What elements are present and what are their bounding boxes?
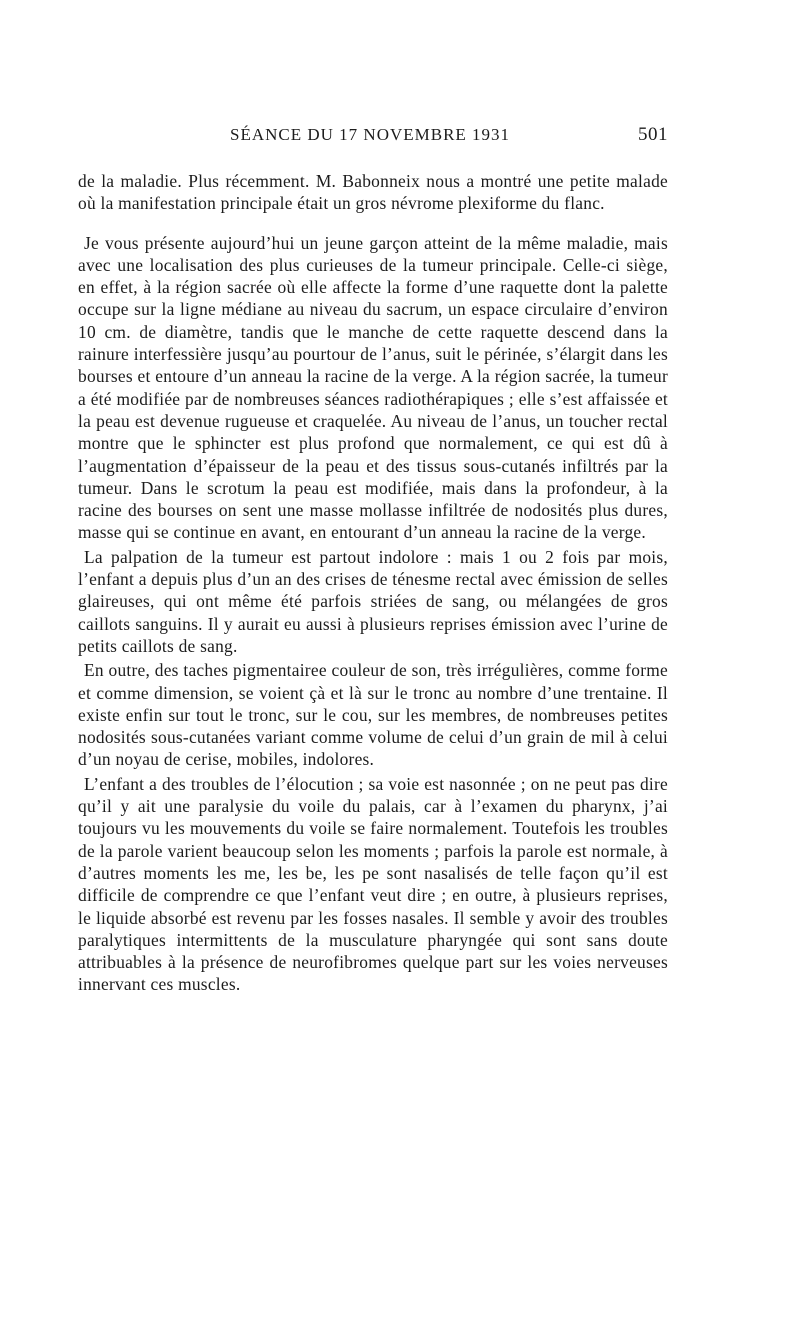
running-title: SÉANCE DU 17 NOVEMBRE 1931 — [230, 125, 511, 144]
book-page — [78, 124, 668, 998]
paragraph-4: En outre, des taches pigmentairee couleur de son, très irrégulières, comme forme et comme dimension, se voient çà et là sur le tronc au nombre d’une trentaine. Il existe enfin sur tout le tronc, sur le cou, sur les membres, de nombreuses petites nodosités sous-cutanées variant comme volume de celui d’un grain de mil à celui d’un noyau de cerise, mobiles, indolores. — [78, 660, 668, 770]
paragraph-5: L’enfant a des troubles de l’élocution ; sa voie est nasonnée ; on ne peut pas dire qu’il y ait une paralysie du voile du palais, car à l’examen du pharynx, j’ai toujours vu les mouvements du voile se faire normalement. Toutefois les troubles de la parole varient beaucoup selon les moments ; parfois la parole est normale, à d’autres moments les me, les be, les pe sont nasalisés de telle façon qu’il est difficile de comprendre ce que l’enfant veut dire ; en outre, à plusieurs reprises, le liquide absorbé est revenu par les fosses nasales. Il semble y avoir des troubles paralytiques intermittents de la musculature pharyngée qui sont sans doute attribuables à la présence de neurofibromes quelque part sur les voies nerveuses innervant ces muscles. — [78, 773, 668, 995]
paragraph-3: La palpation de la tumeur est partout indolore : mais 1 ou 2 fois par mois, l’enfant a depuis plus d’un an des crises de ténesme rectal avec émission de selles glaireuses, qui ont même été parfois striées de sang, ou mélangées de gros caillots sanguins. Il y aurait eu aussi à plusieurs reprises émission avec l’urine de petits caillots de sang. — [78, 546, 668, 656]
running-head — [78, 124, 668, 146]
paragraph-2: Je vous présente aujourd’hui un jeune garçon atteint de la même maladie, mais avec une localisation des plus curieuses de la tumeur principale. Celle-ci siège, en effet, à la région sacrée où elle affecte la forme d’une raquette dont la palette occupe sur la ligne médiane au niveau du sacrum, un espace circulaire d’environ 10 cm. de diamètre, tandis que le manche de cette raquette descend dans la rainure interfessière jusqu’au pourtour de l’anus, suit le périnée, s’élargit dans les bourses et entoure d’un anneau la racine de la verge. A la région sacrée, la tumeur a été modifiée par de nombreuses séances radiothérapiques ; elle s’est affaissée et la peau est devenue rugueuse et craquelée. Au niveau de l’anus, un toucher rectal montre que le sphincter est plus profond que normalement, ce qui est dû à l’augmentation d’épaisseur de la peau et des tissus sous-cutanés infiltrés par la tumeur. Dans le scrotum la peau est modifiée, mais dans la profondeur, à la racine des bourses on sent une masse mollasse infiltrée de nodosités plus dures, masse qui se continue en avant, en entourant d’un anneau la racine de la verge. — [78, 232, 668, 543]
page-number: 501 — [638, 124, 668, 145]
paragraph-1: de la maladie. Plus récemment. M. Babonneix nous a montré une petite malade où la manifestation principale était un gros névrome plexiforme du flanc. — [78, 171, 668, 214]
